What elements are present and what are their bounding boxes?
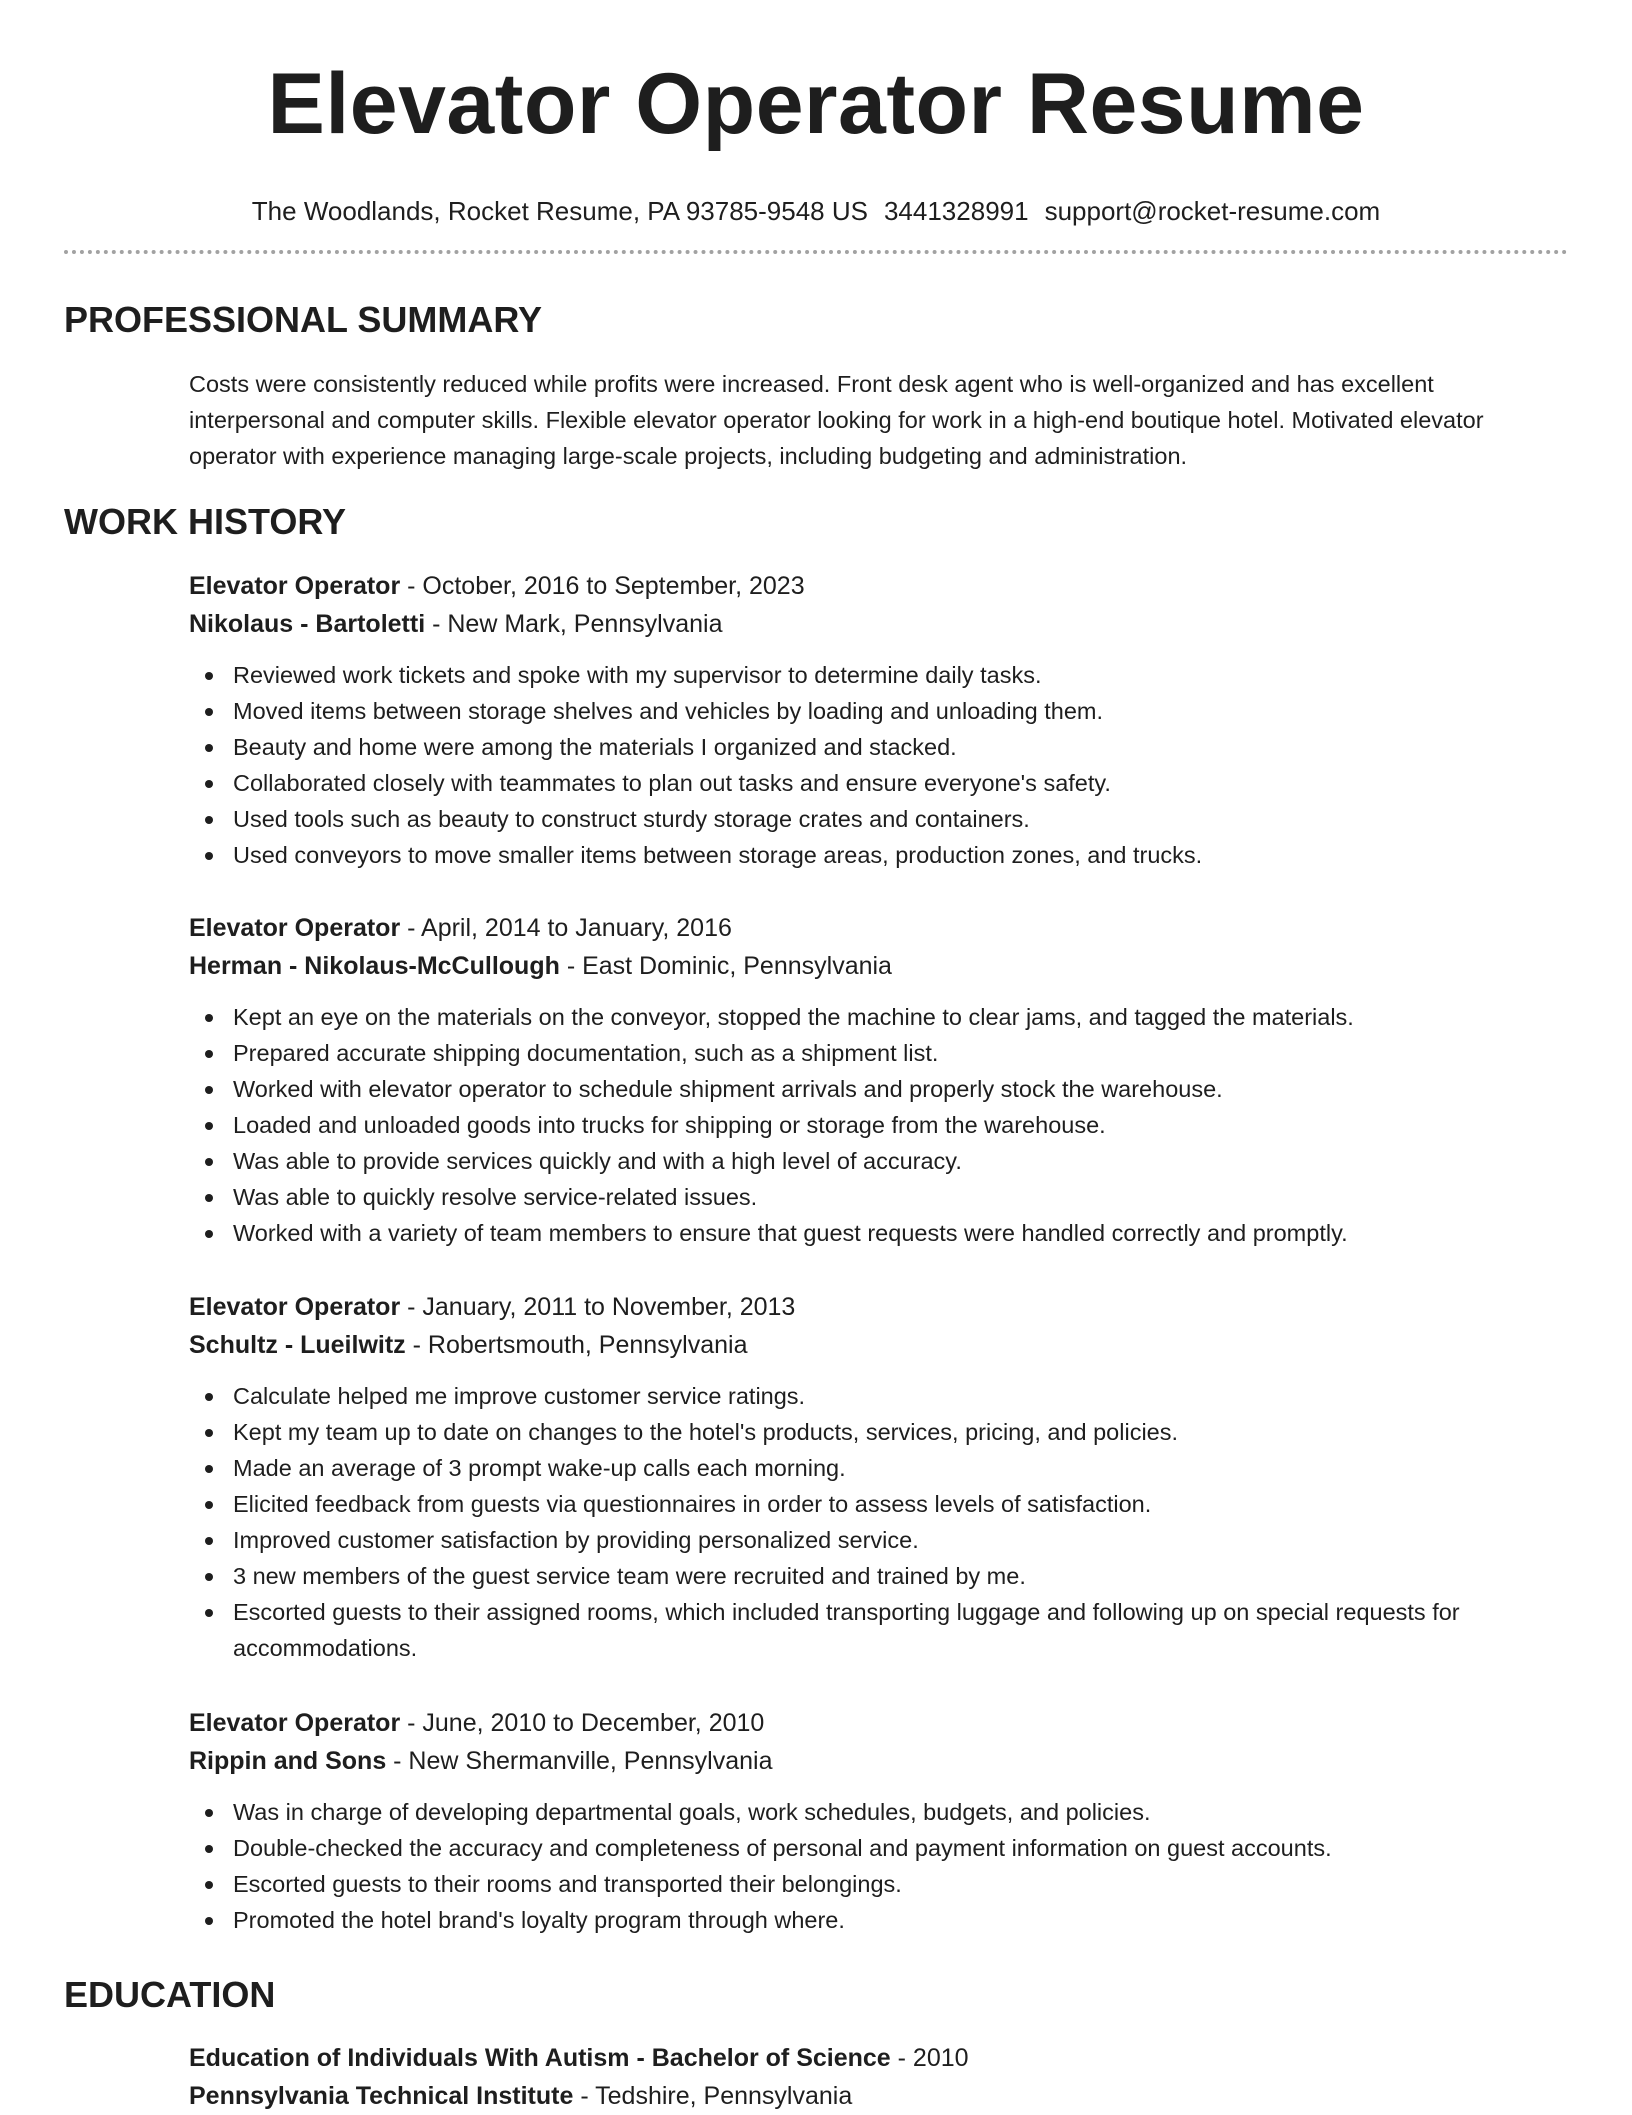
job-company: Rippin and Sons	[189, 1747, 387, 1775]
duty-item: Reviewed work tickets and spoke with my supervisor to determine daily tasks.	[233, 657, 1569, 693]
duty-item: Kept my team up to date on changes to the hotel's products, services, pricing, and policies.	[233, 1414, 1569, 1450]
duty-item: Escorted guests to their assigned rooms, which included transporting luggage and following up on special requests for accommodations.	[233, 1594, 1569, 1666]
job-company-line	[189, 1742, 1569, 1780]
job-duties	[189, 1794, 1569, 1938]
resume-header	[64, 52, 1568, 228]
job-duties	[189, 999, 1569, 1251]
education-school-line	[189, 2077, 1569, 2115]
education-location: - Tedshire, Pennsylvania	[573, 2082, 853, 2110]
contact-line	[64, 194, 1568, 228]
contact-phone: 3441328991	[883, 196, 1029, 226]
job-entry	[189, 1704, 1569, 1938]
work-history-heading: WORK HISTORY	[64, 501, 347, 542]
education-degree-line	[189, 2039, 1569, 2077]
job-duties	[189, 1378, 1569, 1666]
job-entry	[189, 567, 1569, 873]
education-degree: Education of Individuals With Autism - Bachelor of Science	[189, 2044, 891, 2072]
contact-address: The Woodlands, Rocket Resume, PA 93785-9548 US	[251, 196, 868, 226]
duty-item: Double-checked the accuracy and completeness of personal and payment information on guest accounts.	[233, 1830, 1569, 1866]
summary-heading: PROFESSIONAL SUMMARY	[64, 299, 543, 340]
duty-item: Used conveyors to move smaller items between storage areas, production zones, and trucks.	[233, 837, 1569, 873]
job-title-line	[189, 909, 1569, 947]
job-company-line	[189, 605, 1569, 643]
job-dates: - June, 2010 to December, 2010	[400, 1709, 765, 1737]
duty-item: Kept an eye on the materials on the conveyor, stopped the machine to clear jams, and tagged the materials.	[233, 999, 1569, 1035]
contact-email: support@rocket-resume.com	[1044, 196, 1381, 226]
duty-item: Improved customer satisfaction by providing personalized service.	[233, 1522, 1569, 1558]
resume-title: Elevator Operator Resume	[267, 56, 1365, 152]
job-location: - East Dominic, Pennsylvania	[559, 952, 892, 980]
duty-item: Used tools such as beauty to construct sturdy storage crates and containers.	[233, 801, 1569, 837]
duty-item: Elicited feedback from guests via questionnaires in order to assess levels of satisfaction.	[233, 1486, 1569, 1522]
job-title-line	[189, 1288, 1569, 1326]
education-entry	[189, 2039, 1569, 2115]
job-title: Elevator Operator	[189, 914, 401, 942]
job-title: Elevator Operator	[189, 1293, 401, 1321]
education-year: - 2010	[890, 2044, 969, 2072]
duty-item: Was able to quickly resolve service-related issues.	[233, 1179, 1569, 1215]
job-company-line	[189, 1326, 1569, 1364]
duty-item: Moved items between storage shelves and vehicles by loading and unloading them.	[233, 693, 1569, 729]
duty-item: Was able to provide services quickly and with a high level of accuracy.	[233, 1143, 1569, 1179]
duty-item: Loaded and unloaded goods into trucks for shipping or storage from the warehouse.	[233, 1107, 1569, 1143]
duty-item: 3 new members of the guest service team were recruited and trained by me.	[233, 1558, 1569, 1594]
duty-item: Worked with elevator operator to schedule shipment arrivals and properly stock the warehouse.	[233, 1071, 1569, 1107]
duty-item: Worked with a variety of team members to ensure that guest requests were handled correctly and promptly.	[233, 1215, 1569, 1251]
duty-item: Made an average of 3 prompt wake-up calls each morning.	[233, 1450, 1569, 1486]
duty-item: Was in charge of developing departmental goals, work schedules, budgets, and policies.	[233, 1794, 1569, 1830]
education-heading: EDUCATION	[64, 1974, 276, 2015]
job-entry	[189, 1288, 1569, 1666]
job-company: Nikolaus - Bartoletti	[189, 610, 426, 638]
job-title-line	[189, 1704, 1569, 1742]
job-title: Elevator Operator	[189, 572, 401, 600]
job-dates: - April, 2014 to January, 2016	[400, 914, 732, 942]
duty-item: Escorted guests to their rooms and transported their belongings.	[233, 1866, 1569, 1902]
job-dates: - January, 2011 to November, 2013	[400, 1293, 796, 1321]
job-title-line	[189, 567, 1569, 605]
job-entry	[189, 909, 1569, 1251]
duty-item: Prepared accurate shipping documentation, such as a shipment list.	[233, 1035, 1569, 1071]
job-location: - New Shermanville, Pennsylvania	[386, 1747, 773, 1775]
duty-item: Collaborated closely with teammates to plan out tasks and ensure everyone's safety.	[233, 765, 1569, 801]
job-company: Herman - Nikolaus-McCullough	[189, 952, 560, 980]
job-company-line	[189, 947, 1569, 985]
job-company: Schultz - Lueilwitz	[189, 1331, 406, 1359]
job-duties	[189, 657, 1569, 873]
duty-item: Calculate helped me improve customer service ratings.	[233, 1378, 1569, 1414]
duty-item: Beauty and home were among the materials I organized and stacked.	[233, 729, 1569, 765]
job-dates: - October, 2016 to September, 2023	[400, 572, 805, 600]
education-school: Pennsylvania Technical Institute	[189, 2082, 574, 2110]
header-divider	[64, 250, 1568, 254]
job-title: Elevator Operator	[189, 1709, 401, 1737]
job-location: - Robertsmouth, Pennsylvania	[405, 1331, 748, 1359]
duty-item: Promoted the hotel brand's loyalty program through where.	[233, 1902, 1569, 1938]
job-location: - New Mark, Pennsylvania	[425, 610, 723, 638]
summary-text: Costs were consistently reduced while profits were increased. Front desk agent who is well-organized and has excellent interpersonal and computer skills. Flexible elevator operator looking for work in a high-end boutique hotel. Motivated elevator operator with experience managing large-scale projects, including budgeting and administration.	[189, 371, 1484, 469]
